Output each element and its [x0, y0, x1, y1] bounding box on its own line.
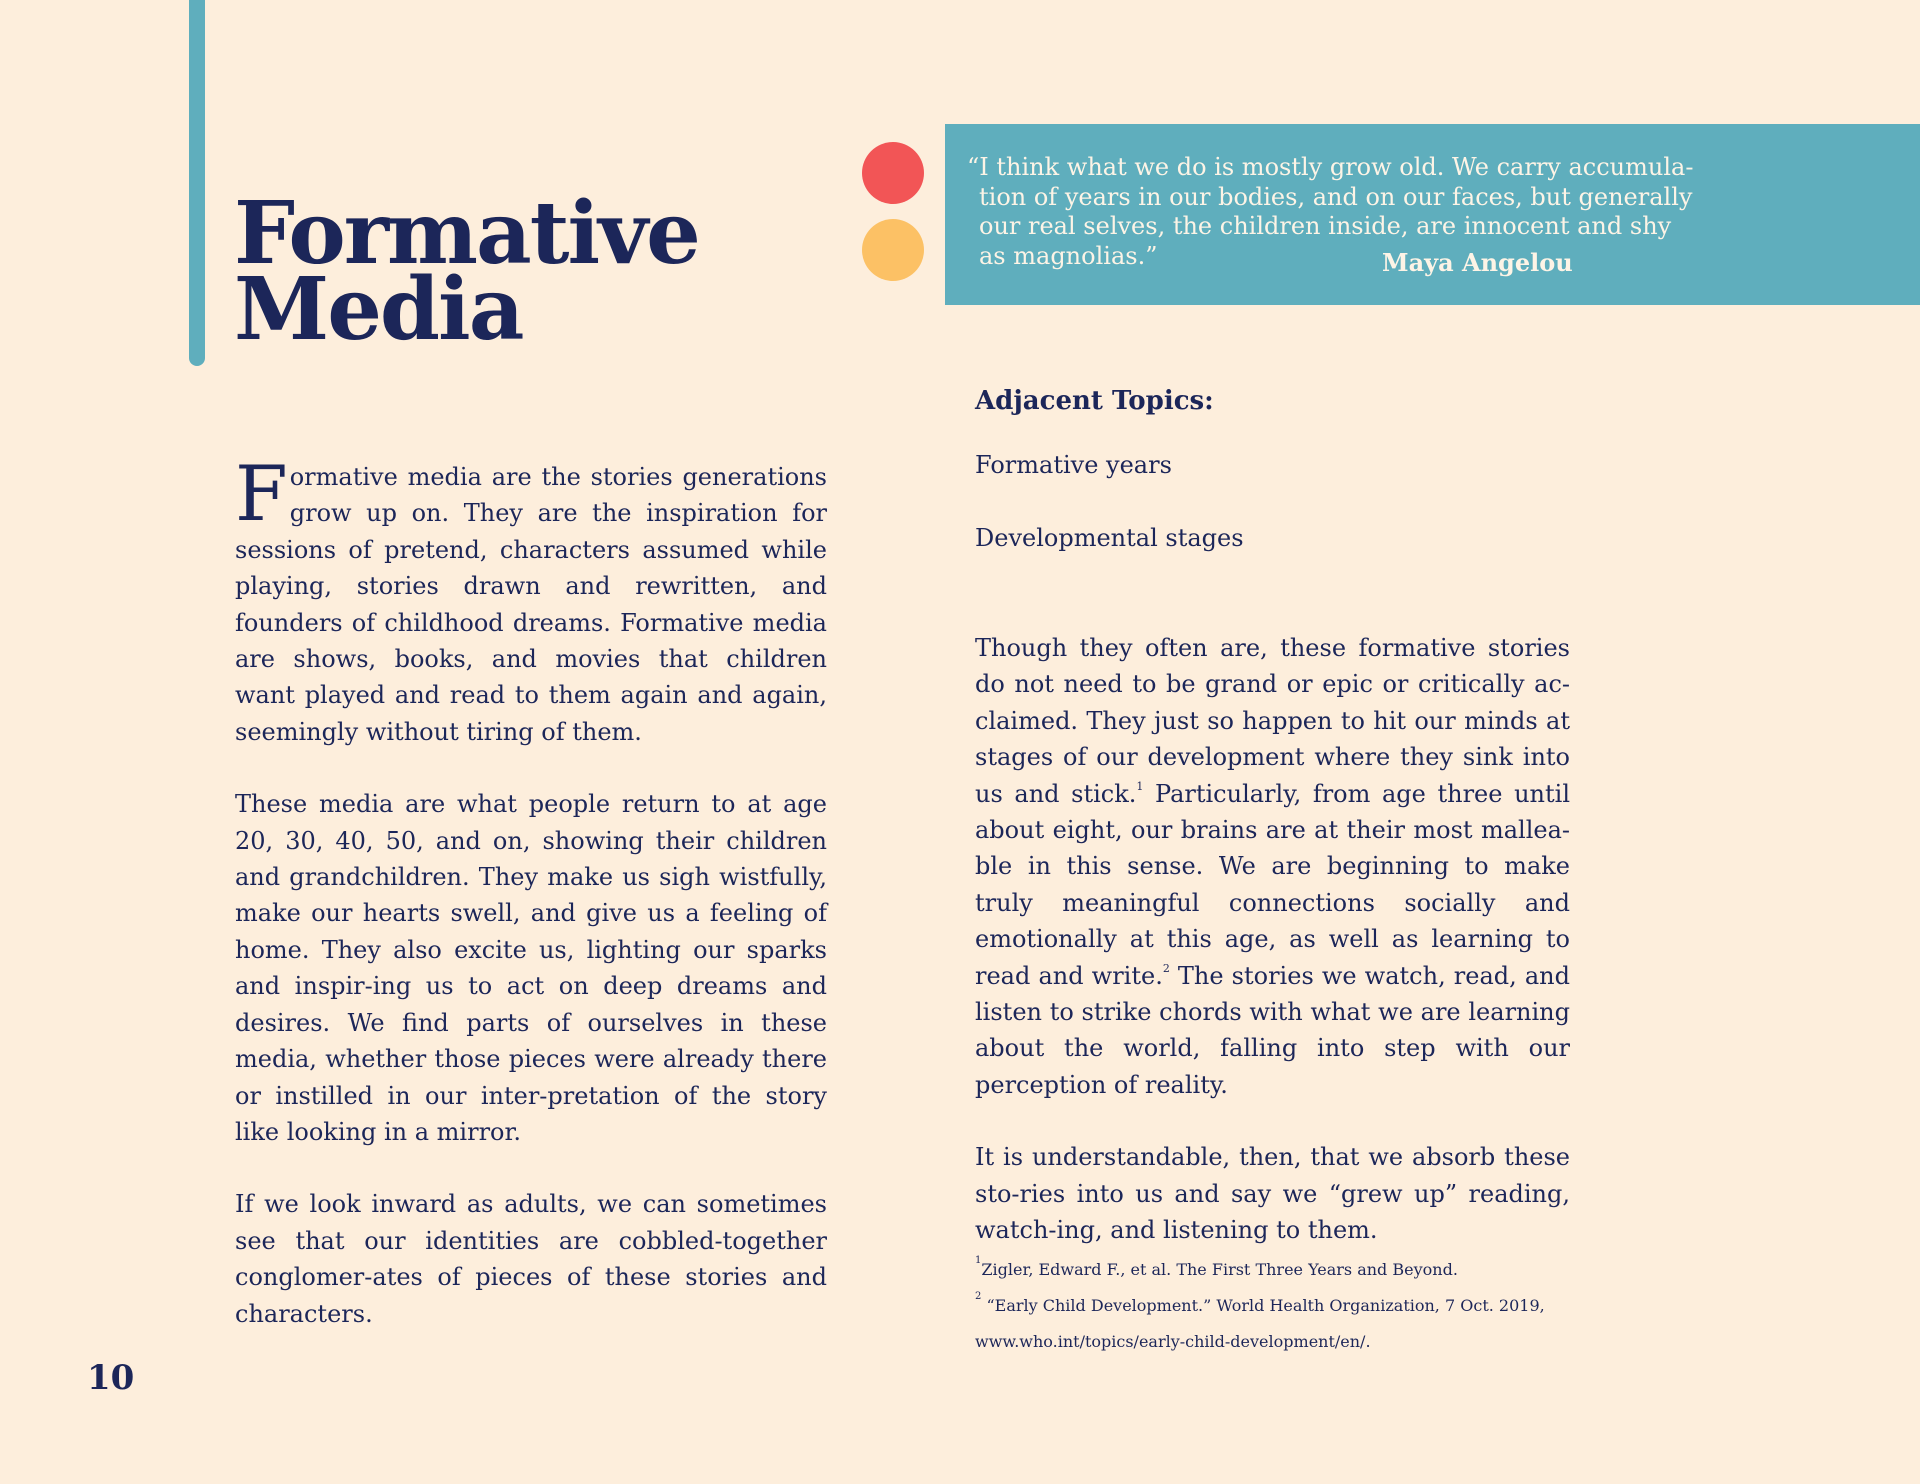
quote-author: Maya Angelou: [1382, 248, 1573, 277]
drop-cap: F: [235, 449, 288, 538]
adjacent-topic-item: Developmental stages: [975, 524, 1244, 552]
page-title: [234, 183, 699, 360]
paragraph-text: Though they often are, these formative stories do not need to be grand or epic or critically ac-claimed. They just so happen to hit our minds at stages of our development where they sink into us and stick.: [975, 634, 1570, 808]
body-paragraph: These media are what people return to at age 20, 30, 40, 50, and on, showing their children and grandchildren. They make us sigh wistfully, make our hearts swell, and give us a feeling of home. They also excite us, lighting our sparks and inspir-ing us to act on deep dreams and desires. We find parts of ourselves in these media, whether those pieces were already there or instilled in our inter-pretation of the story like looking in a mirror.: [235, 790, 827, 1146]
body-paragraph: If we look inward as adults, we can sometimes see that our identities are cobbled-together conglomer-ates of pieces of these stories and characters.: [235, 1190, 827, 1328]
body-paragraph: It is understandable, then, that we absorb these sto-ries into us and say we “grew up” reading, watch-ing, and listening to them.: [975, 1143, 1570, 1245]
yellow-dot-decoration: [862, 219, 924, 281]
adjacent-topics-heading: Adjacent Topics:: [975, 386, 1214, 416]
body-paragraph: [975, 630, 1570, 1103]
footnote-ref-2[interactable]: 2: [1162, 961, 1170, 975]
paragraph-text: ormative media are the stories generations grow up on. They are the inspiration for sessions of pretend, characters assumed while playing, stories drawn and rewritten, and founders of childhood dreams. Formative media are shows, books, and movies that children want played and read to them again and again, seemingly without tiring of them.: [235, 463, 827, 746]
quote-line: as magnolias.”: [979, 241, 1158, 270]
footnote-text: “Early Child Development.” World Health Organization, 7 Oct. 2019,: [986, 1296, 1545, 1315]
quote-text: [967, 153, 1694, 271]
quote-box: [945, 124, 1920, 305]
title-line-1: Formative: [234, 183, 699, 284]
adjacent-topic-item: Formative years: [975, 451, 1172, 479]
footnote-text[interactable]: www.who.int/topics/early-child-development/en/.: [975, 1332, 1371, 1351]
quote-line: tion of years in our bodies, and on our faces, but generally: [979, 182, 1693, 211]
title-accent-bar: [189, 0, 205, 366]
footnote-ref-1[interactable]: 1: [1136, 779, 1144, 793]
footnotes: [975, 1256, 1615, 1364]
quote-line: our real selves, the children inside, are innocent and shy: [979, 212, 1672, 240]
left-column: [235, 449, 827, 1332]
right-column: [975, 383, 1570, 1249]
footnote: [975, 1292, 1615, 1319]
footnote: [975, 1256, 1615, 1283]
footnote-url: [975, 1328, 1615, 1355]
paragraph-text: Particularly, from age three until about eight, our brains are at their most mallea-ble in this sense. We are beginning to make truly meaningful connections socially and emotionally at this age, as well as learning to read and write.: [975, 779, 1570, 990]
page-number: 10: [87, 1358, 135, 1398]
body-paragraph: [235, 449, 827, 750]
red-dot-decoration: [862, 142, 924, 204]
footnote-number: 1: [975, 1255, 982, 1266]
paragraph-text: The stories we watch, read, and listen to strike chords with what we are learning about the world, falling into step with our perception of reality.: [975, 961, 1570, 1099]
quote-line: “I think what we do is mostly grow old. We carry accumula-: [967, 153, 1694, 181]
title-line-2: Media: [234, 259, 523, 360]
footnote-number: 2: [975, 1291, 982, 1302]
footnote-text: Zigler, Edward F., et al. The First Three Years and Beyond.: [981, 1260, 1458, 1279]
